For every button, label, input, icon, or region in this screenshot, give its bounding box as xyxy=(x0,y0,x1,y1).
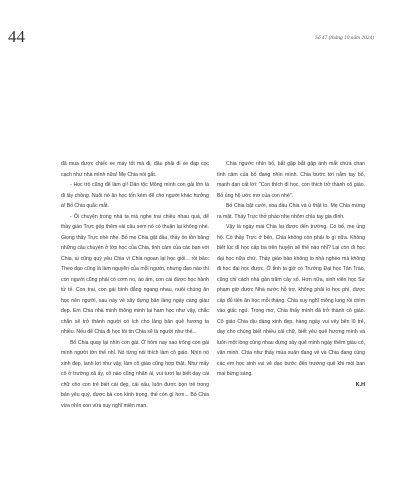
paragraph: Bố Chia bật cười, xoa đầu Chia và ủ thật to. Mẹ Chia mừng ra mặt. Thầy Trực thở phào nhẹ nhõm chìa tay gia đình. xyxy=(217,203,365,220)
paragraph: Chia ngước nhìn bố, bắt gặp bắt gặp ánh mắt chứa chan tình cảm của bố đang nhìn mình. Chia bước tới nắm tay bố, mạnh dạn cất lời: "Con thích đi học, con thích trở thành cô giáo. Bố ủng hộ ước mơ của con nhé". xyxy=(217,161,365,199)
left-column xyxy=(61,159,209,411)
author-signature: K.H xyxy=(355,381,365,388)
paragraph: - Ôi chuyện trong nhà ta mà nghe trai chiều nhau quá, để thầy giáo Trực góp thêm vài câu xem nó có thuận lại không nhé. Giọng thầy Trực nhè nhẹ. Bố mẹ Chia gật đầu, thầy ôn tồn bảng những câu chuyện ở lớp học của Chia, tình cảm của các bạn với Chia, ai cũng quý yêu Chia vì Chia ngoan lại học giỏi... rồi bảo: Theo đạo cũng là làm nguyên của mỗi người, nhưng đạo nào thì con người cũng phải có cơm no, áo ấm, con cái được học hành tử tế. Con trai, con gái bình đẳng ngang nhau, nuôi chúng ăn học nên người, sau này về xây dựng bản làng ngày càng giàu đẹp. Em Chia nhà mình thông minh lại ham học như vậy, chắc chắn sẽ trở thành người có ích cho làng bản quê hương ta nhiều. Nếu để Chia đi học tôi tin Chia sẽ là người như thế... xyxy=(61,213,209,335)
issue-label: Số 47 (tháng 10 năm 2024) xyxy=(315,35,374,41)
right-column xyxy=(217,159,365,390)
paragraph: - Học trò cũng để làm gì! Dân tộc Mông mình con gái lớn là đi lấy chồng. Nuôi nó ăn học tốn kém để cho người khác hưởng à! Bố Chia quắc mắt. xyxy=(61,182,209,209)
paragraph: Bố Chia quay lại nhìn con gái. Ở hôm nay sao trông con gái mình người lớn thế nhỉ. Nó từng nói thích làm cô giáo. Nhìn nó xinh đẹp, lanh lợi như vậy, làm cô giáo cũng hợp thật. Như mấy cô ở trường xã ấy, cô nào cũng nhân ái, vui tươi lại biết dạy cái chữ cho con trẻ biết cái đẹp, cái xấu, luôn được bọn trẻ trong bản yêu quý, được bà con kính trọng, thế còn gì hơn... Bố Chia vừa nhìn con vừa suy nghĩ miên man. xyxy=(61,339,209,409)
paragraph: đã mua được chiếc xe máy tốt mà đi, đâu phải đi xe đạp cọc cạch như nhà mình nữa! Mẹ Chia nói gắt. xyxy=(61,161,209,178)
page-number: 44 xyxy=(8,27,25,46)
paragraph: Vậy là ngày mai Chia lại được đến trường. Có bố, mẹ ủng hộ. Có thầy Trực ở bên, Chia không còn phải lo gì nữa. Không biết lúc đi học cấp ba trên huyện sẽ thế nào nhỉ? Lại còn đi học đại học nữa chứ. Thầy giáo bảo không lo nhà nghèo mà không đi học đại học được. Ở tỉnh ta giờ có Trường Đại học Tân Trào, cũng chỉ cách nhà gần trăm cây số. Hơn nữa, sinh viên học Sư phạm giờ được Nhà nước hỗ trợ, không phải lo học phí, được cấp đủ tiền ăn học mỗi tháng. Chia suy nghĩ mông lung rồi chìm vào giấc ngủ. Trong mơ, Chia thấy mình đã trở thành cô giáo. Cô giáo Chia dịu dàng xinh đẹp, hàng ngày vui vẻy bên lũ trẻ, dạy cho chúng biết nhiều cái chữ, biết yêu quê hương mình và luôn một lòng cùng nhau dựng xây quê mình ngày thêm giàu có, văn minh. Chia như thấy mùa xuân đang về và Chia đang cùng các em học sinh vui vẻ dạo bước đến trường quê khi mồi ban mai bừng sáng. xyxy=(217,224,365,377)
